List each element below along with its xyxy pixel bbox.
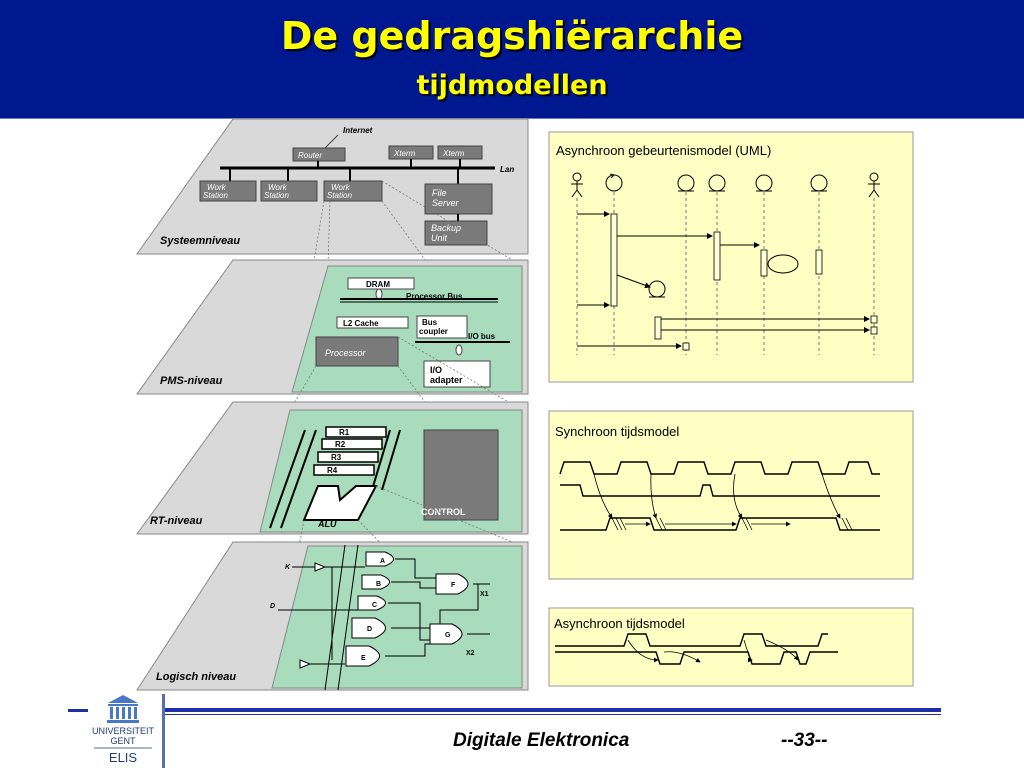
control-label: CONTROL [421, 507, 466, 517]
system-layer [137, 119, 528, 254]
page-number: --33-- [781, 730, 828, 751]
course-title: Digitale Elektronica [453, 730, 630, 751]
internet-label: Internet [343, 126, 373, 135]
bus-coupler-line2: coupler [419, 327, 448, 336]
input-d-label: D [270, 603, 276, 610]
output-x2-label: X2 [466, 650, 475, 657]
ws1-line2: Station [203, 191, 228, 200]
register-r2 [322, 439, 382, 449]
processor-label: Processor [325, 348, 366, 358]
slide-title: De gedragshiërarchie [280, 14, 744, 58]
footer-rule-thin [165, 714, 941, 715]
logic-layer [137, 542, 528, 690]
gate-g-label: G [445, 632, 451, 639]
register-r3-label: R3 [331, 453, 342, 462]
io-adapter-line2: adapter [430, 375, 463, 385]
hierarchy-figure [0, 118, 1024, 698]
register-r1-label: R1 [339, 428, 350, 437]
uml-panel-title: Asynchroon gebeurtenismodel (UML) [556, 143, 772, 158]
pms-level-label: PMS-niveau [160, 375, 223, 387]
gate-e-label: E [361, 655, 366, 662]
ws3-line1: Work [331, 183, 350, 192]
output-x1-label: X1 [480, 591, 489, 598]
pms-layer [137, 260, 528, 394]
university-building-icon [88, 694, 158, 768]
async-panel-title: Asynchroon tijdsmodel [554, 616, 685, 631]
ws2-line2: Station [264, 191, 289, 200]
rt-layer [137, 402, 528, 534]
logic-level-label: Logisch niveau [156, 671, 237, 683]
ws2-line1: Work [268, 183, 287, 192]
uml-panel-bg [549, 132, 913, 382]
gate-a-label: A [380, 558, 386, 565]
register-r2-label: R2 [335, 440, 346, 449]
logo-line1: UNIVERSITEIT [91, 726, 155, 736]
backup-line1: Backup [431, 223, 462, 233]
xterm-label-1: Xterm [394, 149, 416, 158]
register-r1 [326, 427, 386, 437]
dram-label: DRAM [366, 280, 390, 289]
ws1-line1: Work [207, 183, 226, 192]
io-adapter-line1: I/O [430, 365, 443, 375]
logo-line2: GENT [110, 736, 136, 746]
logo-elis: ELIS [108, 750, 138, 765]
uml-panel [549, 132, 913, 382]
sync-panel [549, 411, 913, 579]
async-panel [549, 608, 913, 686]
register-r4 [314, 465, 374, 475]
gate-d-label: D [367, 626, 373, 633]
ws3-line2: Station [327, 191, 352, 200]
alu-label: ALU [318, 519, 337, 529]
register-r3 [318, 452, 378, 462]
gate-c-label: C [372, 602, 378, 609]
file-server-line1: File [432, 188, 447, 198]
slide-subtitle: tijdmodellen [416, 70, 608, 101]
bus-coupler-line1: Bus [422, 318, 438, 327]
system-level-label: Systeemniveau [160, 235, 241, 247]
sync-panel-title: Synchroon tijdsmodel [555, 424, 680, 439]
l2-cache-label: L2 Cache [343, 319, 379, 328]
input-k-label: K [285, 564, 291, 571]
io-bus-label: I/O bus [468, 332, 496, 341]
footer-rule-left [68, 709, 88, 712]
file-server-line2: Server [432, 198, 459, 208]
router-label: Router [298, 151, 323, 160]
university-logo [88, 694, 158, 768]
lan-label: Lan [500, 165, 515, 174]
rt-level-label: RT-niveau [150, 515, 203, 527]
gate-b-label: B [376, 581, 382, 588]
backup-line2: Unit [431, 233, 448, 243]
footer-vertical-rule [162, 694, 165, 768]
register-r4-label: R4 [327, 466, 338, 475]
footer-rule-thick [165, 708, 941, 712]
xterm-label-2: Xterm [443, 149, 465, 158]
processor-bus-label: Processor Bus [406, 292, 463, 301]
gate-f-label: F [451, 582, 456, 589]
title-bar [0, 0, 1024, 119]
